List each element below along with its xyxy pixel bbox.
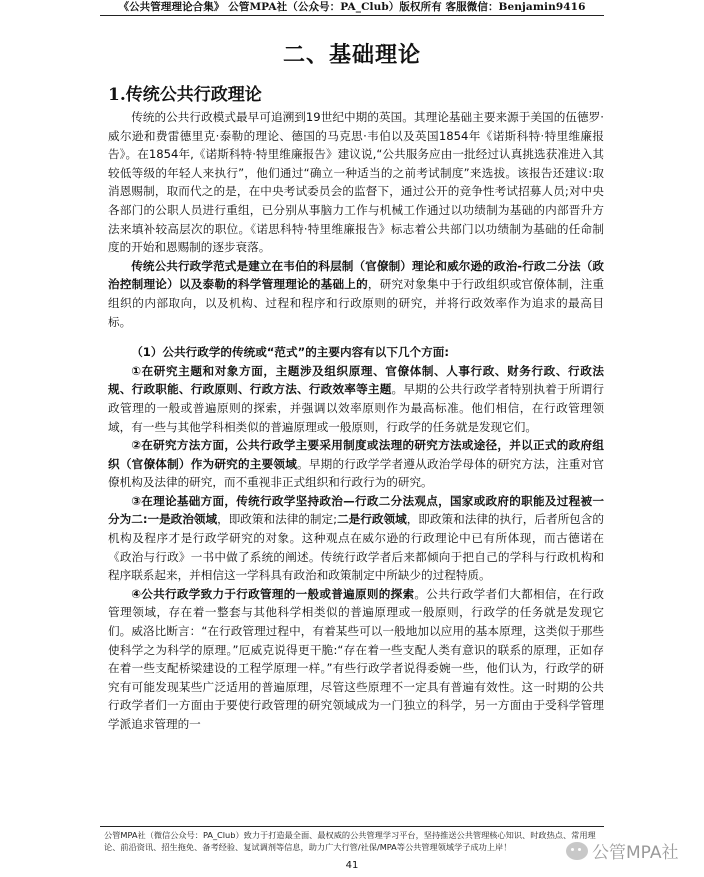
section-heading: 1.传统公共行政理论	[108, 85, 262, 105]
list-item-text: ，即政策和法律的制定;	[217, 512, 338, 527]
paragraph-bold-text: 传统公共行政学范式是建立在韦伯的科层制（官僚制）理论和威尔逊的政治-行政二分法（政治控制理论）以及泰勒的科学管理理论的基础上的	[108, 258, 604, 292]
paragraph-text: 传统的公共行政模式最早可追溯到19世纪中期的英国。其理论基础主要来源于美国的伍德罗·威尔逊和费雷德里克·泰勒的理论、德国的马克思·韦伯以及英国1854年《诺斯科特·特里维廉报告》。在1854年,《诺斯科特·特里维廉报告》建议说,“公共服务应由一批经过认真挑选获准进入其较低等级的年轻人来执行”，他们通过“确立一种适当的之前考试制度”来选拔。该报告还建议:取消恩赐制，取而代之的是，在中央考试委员会的监督下，通过公开的竞争性考试招募人员;对中央各部门的公职人员进行重组，已分别从事脑力工作与机械工作通过以功绩制为基础的内部晋升方法来填补较高层次的职位。《诺思科特·特里维廉报告》标志着公共部门以功绩制为基础的任命制度的开始和恩赐制的逐步衰落。	[108, 110, 604, 255]
list-item	[108, 362, 604, 436]
list-item-text: 。公共行政学者们大都相信，在行政管理领域，存在着一整套与其他科学相类似的普遍原理或一般原则，行政学的任务就是发现它们。威洛比断言：“在行政管理过程中，有着某些可以一般地加以应用的基本原理，这类似于那些使科学之为科学的原理。”厄威克说得更干脆:“存在着一些支配人类有意识的联系的原理，正如存在着一些支配桥梁建设的工程学原理一样。”有些行政学者说得委婉一些，他们认为，行政学的研究有可能发现某些广泛适用的普遍原理，尽管这些原理不一定具有普遍有效性。这一时期的公共行政学者们一方面由于要使行政管理的研究领域成为一门独立的科学，另一方面由于受科学管理学派追求管理的一	[108, 586, 604, 731]
chapter-title: 二、基础理论	[282, 43, 421, 68]
list-item-bold-text: ②在研究方法方面，公共行政学主要采用制度或法理的研究方法或途径，并以正式的政府组织（官僚体制）作为研究的主要领域	[108, 438, 604, 471]
paragraph	[108, 257, 604, 331]
list-heading	[108, 343, 604, 362]
list-item	[108, 492, 604, 585]
list-item-bold-text: ④公共行政学致力于行政管理的一般或普遍原则的探索	[131, 586, 415, 601]
list-item-bold-text: ③在理论基础方面，传统行政学坚持政治—行政二分法观点，国家或政府的职能及过程被一分为二:一是政治领域	[108, 493, 604, 527]
paragraph	[108, 108, 604, 257]
page-number: 41	[345, 860, 359, 871]
paragraph-gap	[108, 331, 604, 343]
watermark	[566, 838, 678, 863]
list-item-text: ，即政策和法律的执行，后者所包含的机构及程序才是行政学研究的对象。这种观点在威尔逊的行政理论中已有所体现，而古德诺在《政治与行政》一书中做了系统的阐述。传统行政学者后来都倾向于把自己的学科与行政机构和程序联系起来，并相信这一学科具有政治和政策制定中所缺少的过程特质。	[108, 512, 604, 583]
wechat-icon	[566, 842, 588, 860]
footer-rule	[100, 826, 604, 827]
list-item-text: 。早期的公共行政学者特别执着于所谓行政管理的一般或普遍原则的探索，并强调以效率原则作为最高标准。他们相信，在行政管理领域，有一些与其他学科相类似的普遍原理或一般原则，行政学的任务就是发现它们。	[108, 382, 604, 434]
list-heading-text: （1）公共行政学的传统或“范式”的主要内容有以下几个方面:	[131, 345, 449, 360]
paragraph-text: ，研究对象集中于行政组织或官僚体制，注重组织的内部取向，以及机构、过程和程序和行政原则的研究，并将行政效率作为追求的最高目标。	[108, 277, 604, 329]
list-item	[108, 585, 604, 734]
header-rule	[100, 15, 604, 16]
list-item	[108, 436, 604, 492]
list-item-text: 。早期的行政学学者遵从政治学母体的研究方法，注重对官僚机构及法律的研究，而不重视非正式组织和行政行为的研究。	[108, 456, 604, 490]
body-text	[108, 108, 604, 734]
list-item-bold-text: 二是行政领域	[337, 512, 407, 527]
list-item-bold-text: ①在研究主题和对象方面，主题涉及组织原理、官僚体制、人事行政、财务行政、行政法规、行政职能、行政原则、行政方法、行政效率等主题	[108, 363, 604, 397]
footer-note: 公管MPA社（微信公众号：PA_Club）致力于打造最全面、最权威的公共管理学习平台，坚持推送公共管理核心知识、时政热点、常用理论、前沿资讯、招生拖免、备考经验、复试调剂等信息，助力广大行管/社保/MPA等公共管理领域学子成功上岸！	[104, 830, 596, 852]
watermark-text: 公管MPA社	[592, 843, 679, 863]
running-header: 《公共管理理论合集》 公管MPA社（公众号：PA_Club）版权所有 客服微信：Benjamin9416	[118, 1, 586, 13]
